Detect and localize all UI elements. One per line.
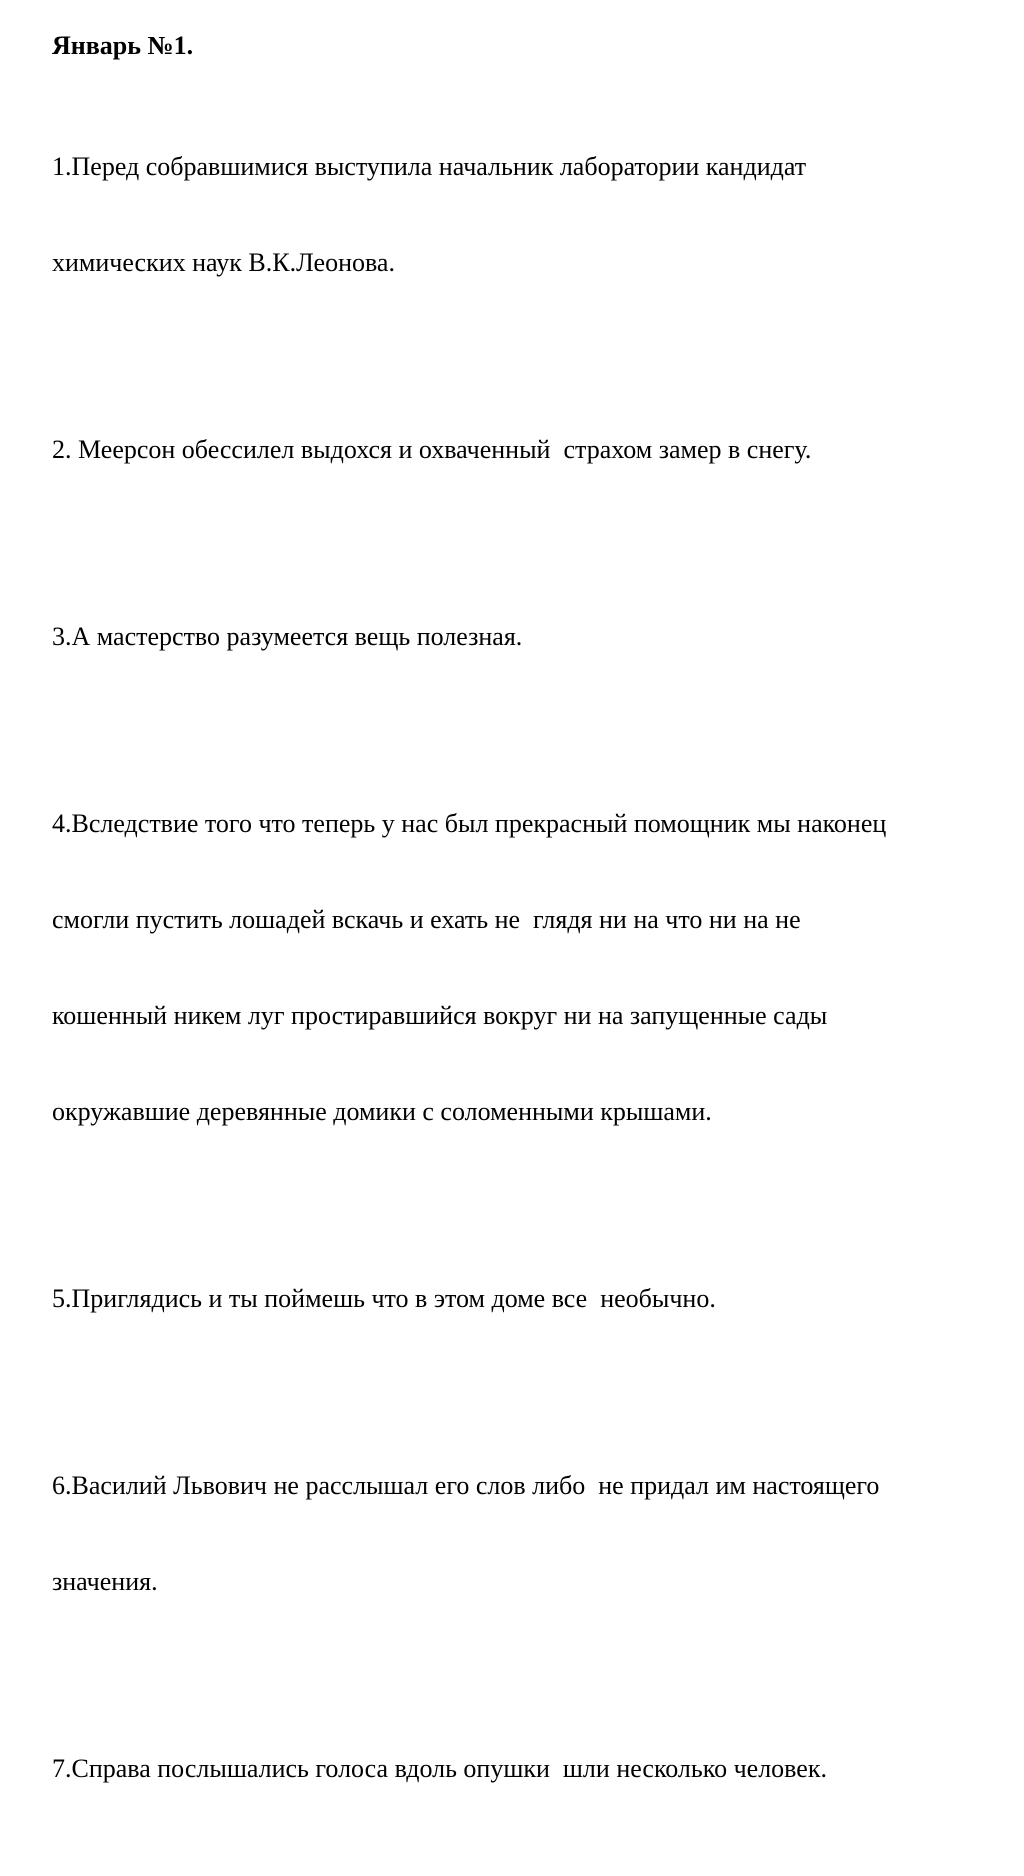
- sentence-line: кошенный никем луг простиравшийся вокруг ни на запущенные сады: [52, 1001, 828, 1030]
- sentence-item-6: [52, 1406, 1002, 1662]
- sentence-line: 6.Василий Львович не расслышал его слов либо не придал им настоящего: [52, 1471, 880, 1500]
- sentence-line: 2. Меерсон обессилел выдохся и охваченный страхом замер в снегу.: [52, 435, 812, 464]
- document-body: [52, 30, 1002, 1876]
- sentence-item-5: [52, 1219, 1002, 1379]
- sentence-item-3: [52, 557, 1002, 717]
- sentence-line: 4.Вследствие того что теперь у нас был прекрасный помощник мы наконец: [52, 809, 887, 838]
- sentence-line: смогли пустить лошадей вскачь и ехать не глядя ни на что ни на не: [52, 905, 801, 934]
- sentence-item-7: [52, 1689, 1002, 1849]
- document-title: Январь №1.: [52, 31, 194, 60]
- sentence-line: 3.А мастерство разумеется вещь полезная.: [52, 622, 523, 651]
- sentence-item-1: [52, 87, 1002, 343]
- sentence-line: 7.Справа послышались голоса вдоль опушки шли несколько человек.: [52, 1754, 827, 1783]
- sentence-line: значения.: [52, 1567, 158, 1596]
- sentence-line: 1.Перед собравшимися выступила начальник лаборатории кандидат: [52, 152, 807, 181]
- sentence-line: химических наук В.К.Леонова.: [52, 248, 395, 277]
- sentence-item-2: [52, 370, 1002, 530]
- sentence-line: 5.Приглядись и ты поймешь что в этом доме все необычно.: [52, 1284, 716, 1313]
- sentence-item-4: [52, 744, 1002, 1192]
- sentence-line: окружавшие деревянные домики с соломенными крышами.: [52, 1097, 712, 1126]
